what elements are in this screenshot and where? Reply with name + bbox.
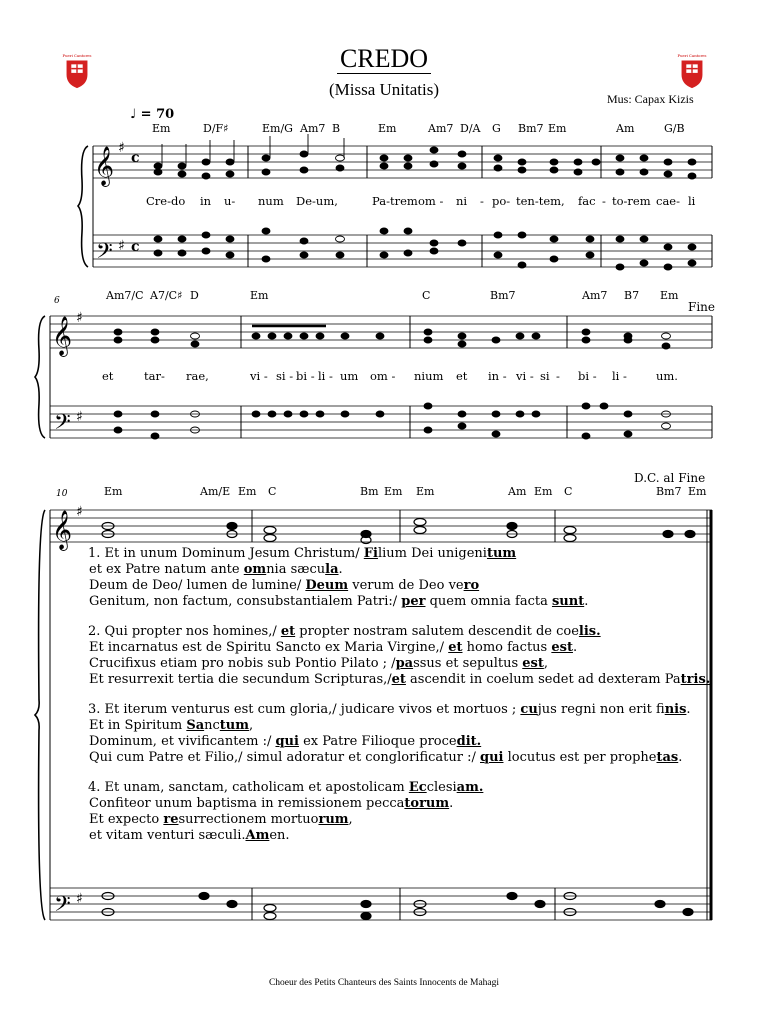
svg-text:♯: ♯ (118, 140, 125, 156)
page-title: CREDO (0, 44, 768, 74)
system3-bass-staff (50, 888, 712, 920)
lyric-syllable: u- (224, 194, 236, 208)
verse-3 (88, 702, 710, 766)
lyric-syllable: om - (370, 369, 396, 383)
system2-treble-staff (50, 316, 712, 348)
lyric-syllable: fac (578, 194, 596, 208)
verse-line: Et resurrexit tertia die secundum Scripturas,/et ascendit in coelum sedet ad dexteram Patris. (89, 672, 711, 687)
lyric-syllable: - (602, 194, 606, 208)
lyric-syllable: rae, (186, 369, 209, 383)
chord-symbol: B7 (624, 289, 640, 302)
svg-text:𝄢: 𝄢 (54, 892, 71, 922)
svg-text:c: c (131, 239, 140, 255)
chord-symbol: Em (534, 485, 553, 498)
chord-symbol: Am (616, 122, 635, 135)
measure-number: 6 (54, 296, 60, 306)
chord-symbol: G/B (664, 122, 685, 135)
svg-text:♯: ♯ (76, 891, 83, 907)
chord-symbol: Bm7 (518, 122, 544, 135)
chord-symbol: Em (688, 485, 707, 498)
lyric-syllable: li (688, 194, 696, 208)
verse-line: Genitum, non factum, consubstantialem Patri:/ per quem omnia facta sunt. (89, 594, 589, 609)
verse-line: Confiteor unum baptisma in remissionem peccatorum. (89, 796, 454, 811)
lyric-syllable: et (102, 369, 114, 383)
svg-text:𝄢: 𝄢 (54, 410, 71, 440)
chord-symbol: Am7/C (106, 289, 144, 302)
verse-line: Deum de Deo/ lumen de lumine/ Deum verum de Deo vero (89, 578, 480, 593)
verse-line: Et expecto resurrectionem mortuorum, (89, 812, 353, 827)
chord-symbol: C (422, 289, 431, 302)
tempo-marking: ♩ = 70 (130, 107, 175, 122)
lyric-syllable: - (480, 194, 484, 208)
verse-2 (88, 624, 710, 688)
verse-line: 1. Et in unum Dominum Jesum Christum/ Filium Dei unigenitum (88, 546, 517, 561)
chord-symbol: Em (378, 122, 397, 135)
verse-line: Crucifixus etiam pro nobis sub Pontio Pilato ; /passus et sepultus est, (89, 656, 549, 671)
verse-line: 2. Qui propter nos homines,/ et propter nostram salutem descendit de coelis. (88, 624, 601, 639)
verse-4 (88, 780, 710, 844)
treble-clef-icon: 𝄞 (94, 146, 115, 186)
lyric-syllable: om - (418, 194, 444, 208)
footer-credit: Choeur des Petits Chanteurs des Saints Innocents de Mahagi (268, 978, 500, 988)
lyric-syllable: num (258, 194, 284, 208)
lyric-syllable: nium (414, 369, 444, 383)
chord-symbol: Em (250, 289, 269, 302)
lyric-syllable: ten-tem, (516, 194, 565, 208)
lyric-syllable: si (540, 369, 550, 383)
lyric-syllable: - (556, 369, 560, 383)
chord-symbol: Am (508, 485, 527, 498)
verse-1 (88, 546, 710, 610)
verse-line: Et incarnatus est de Spiritu Sancto ex Maria Virgine,/ et homo factus est. (89, 640, 578, 655)
svg-text:Pueri Cantores: Pueri Cantores (677, 52, 707, 58)
svg-text:c: c (131, 150, 140, 166)
lyric-syllable: Cre-do (146, 194, 186, 208)
chord-symbol: Em (416, 485, 435, 498)
lyric-syllable: De-um, (296, 194, 338, 208)
chord-symbol: Am7 (300, 122, 326, 135)
svg-text:♯: ♯ (76, 504, 83, 520)
chord-symbol: G (492, 122, 501, 135)
verse-line: et vitam venturi sæculi.Amen. (89, 828, 290, 843)
lyric-syllable: to-rem (612, 194, 651, 208)
lyric-syllable: li - (612, 369, 627, 383)
composer-credit: Mus: Capax Kizis (607, 92, 694, 106)
fine-marking: Fine (688, 300, 715, 314)
chord-symbol: D (190, 289, 199, 302)
verse-line: 4. Et unam, sanctam, catholicam et apostolicam Ecclesiam. (88, 780, 484, 795)
chord-symbol: D/A (460, 122, 481, 135)
lyric-syllable: bi - (578, 369, 597, 383)
lyric-syllable: bi - (296, 369, 315, 383)
chord-symbol: C (268, 485, 277, 498)
chord-symbol: A7/C♯ (150, 289, 183, 302)
chord-symbol: B (332, 122, 341, 135)
lyric-syllable: vi - (250, 369, 268, 383)
system3-treble-staff (50, 510, 712, 542)
verse-line: et ex Patre natum ante omnia sæcula. (89, 562, 343, 577)
chord-symbol: Em/G (262, 122, 293, 135)
svg-text:♯: ♯ (118, 238, 125, 254)
svg-text:♯: ♯ (76, 409, 83, 425)
measure-number: 10 (56, 489, 68, 499)
svg-text:𝄞: 𝄞 (52, 316, 73, 356)
verse-line: Et in Spiritum Sanctum, (89, 718, 254, 733)
lyric-syllable: in - (488, 369, 507, 383)
chord-symbol: Em (548, 122, 567, 135)
verse-text-block (88, 546, 710, 858)
lyric-syllable: um. (656, 369, 678, 383)
system1-notes (154, 134, 696, 179)
chord-symbol: Am/E (200, 485, 231, 498)
lyric-syllable: et (456, 369, 468, 383)
lyric-syllable: po- (492, 194, 511, 208)
svg-text:𝄞: 𝄞 (52, 510, 73, 550)
verse-line: 3. Et iterum venturus est cum gloria,/ judicare vivos et mortuos ; cujus regni non erit finis. (88, 702, 691, 717)
chord-symbol: Bm (360, 485, 379, 498)
chord-symbol: Em (104, 485, 123, 498)
page-subtitle: (Missa Unitatis) (328, 80, 440, 99)
dc-al-fine-marking: D.C. al Fine (634, 471, 706, 485)
lyric-syllable: in (200, 194, 212, 208)
bass-clef-icon: 𝄢 (96, 239, 113, 269)
chord-symbol: Bm7 (490, 289, 516, 302)
chord-symbol: D/F♯ (203, 122, 229, 135)
lyric-syllable: tar- (144, 369, 165, 383)
chord-symbol: Am7 (428, 122, 454, 135)
chord-symbol: Am7 (582, 289, 608, 302)
lyric-syllable: li - (318, 369, 333, 383)
chord-symbol: Em (152, 122, 171, 135)
chord-symbol: Em (660, 289, 679, 302)
verse-line: Dominum, et vivificantem :/ qui ex Patre Filioque procedit. (89, 734, 482, 749)
chord-symbol: Bm7 (656, 485, 682, 498)
verse-line: Qui cum Patre et Filio,/ simul adoratur et conglorificatur :/ qui locutus est per prophetas. (89, 750, 683, 765)
chord-symbol: Em (384, 485, 403, 498)
lyric-syllable: cae- (656, 194, 680, 208)
lyric-syllable: vi - (516, 369, 534, 383)
lyric-syllable: um (340, 369, 359, 383)
lyric-syllable: ni (456, 194, 468, 208)
lyric-syllable: Pa-trem (372, 194, 418, 208)
lyric-syllable: si - (276, 369, 294, 383)
svg-text:Pueri Cantores: Pueri Cantores (62, 52, 92, 58)
chord-symbol: Em (238, 485, 257, 498)
chord-symbol: C (564, 485, 573, 498)
svg-text:♯: ♯ (76, 310, 83, 326)
